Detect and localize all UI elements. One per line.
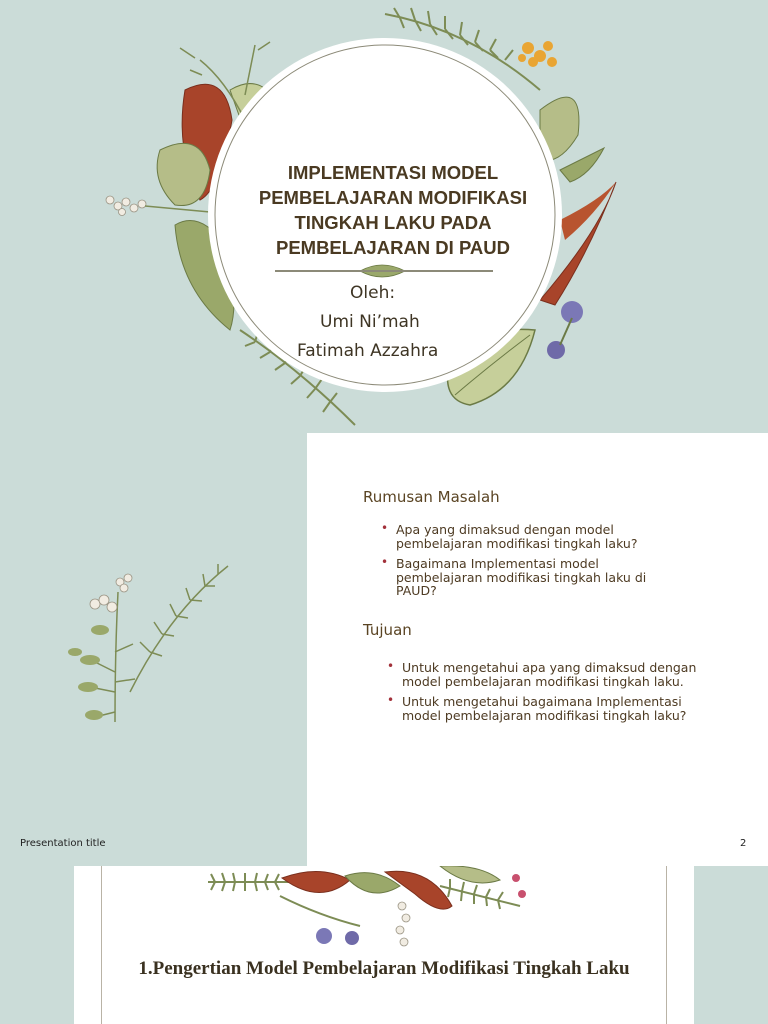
title-slide (0, 0, 768, 432)
section-heading-rumusan: Rumusan Masalah (363, 488, 500, 506)
bullet-icon: • (387, 659, 395, 673)
botanical-garland-illustration (0, 866, 768, 956)
author-name: Umi Ni’mah (320, 312, 420, 332)
footer-title: Presentation title (20, 838, 106, 849)
author-block (250, 279, 500, 366)
bullet-icon: • (381, 555, 389, 569)
author-name: Fatimah Azzahra (297, 341, 439, 361)
bullet-icon: • (381, 521, 389, 535)
list-item: • Untuk mengetahui apa yang dimaksud dengan model pembelajaran modifikasi tingkah laku. (387, 659, 697, 689)
tujuan-list (387, 659, 702, 729)
by-label: Oleh: (350, 283, 396, 303)
presentation-title: IMPLEMENTASI MODEL PEMBELAJARAN MODIFIKASI TINGKAH LAKU PADA PEMBELAJARAN DI PAUD (258, 162, 528, 258)
title-divider (275, 270, 493, 272)
section-heading: 1.Pengertian Model Pembelajaran Modifikasi Tingkah Laku (138, 958, 630, 979)
content-panel (307, 433, 768, 866)
list-item: • Bagaimana Implementasi model pembelajaran modifikasi tingkah laku di PAUD? (381, 555, 647, 598)
list-item: • Apa yang dimaksud dengan model pembelajaran modifikasi tingkah laku? (381, 521, 638, 551)
list-item: • Untuk mengetahui bagaimana Implementasi model pembelajaran modifikasi tingkah laku? (387, 693, 687, 723)
section-slide (0, 866, 768, 1024)
plant-illustration (0, 552, 300, 852)
content-slide (0, 432, 768, 866)
bullet-icon: • (387, 693, 395, 707)
page-number: 2 (740, 838, 747, 849)
rumusan-list (381, 521, 656, 605)
section-heading-tujuan: Tujuan (363, 621, 412, 639)
